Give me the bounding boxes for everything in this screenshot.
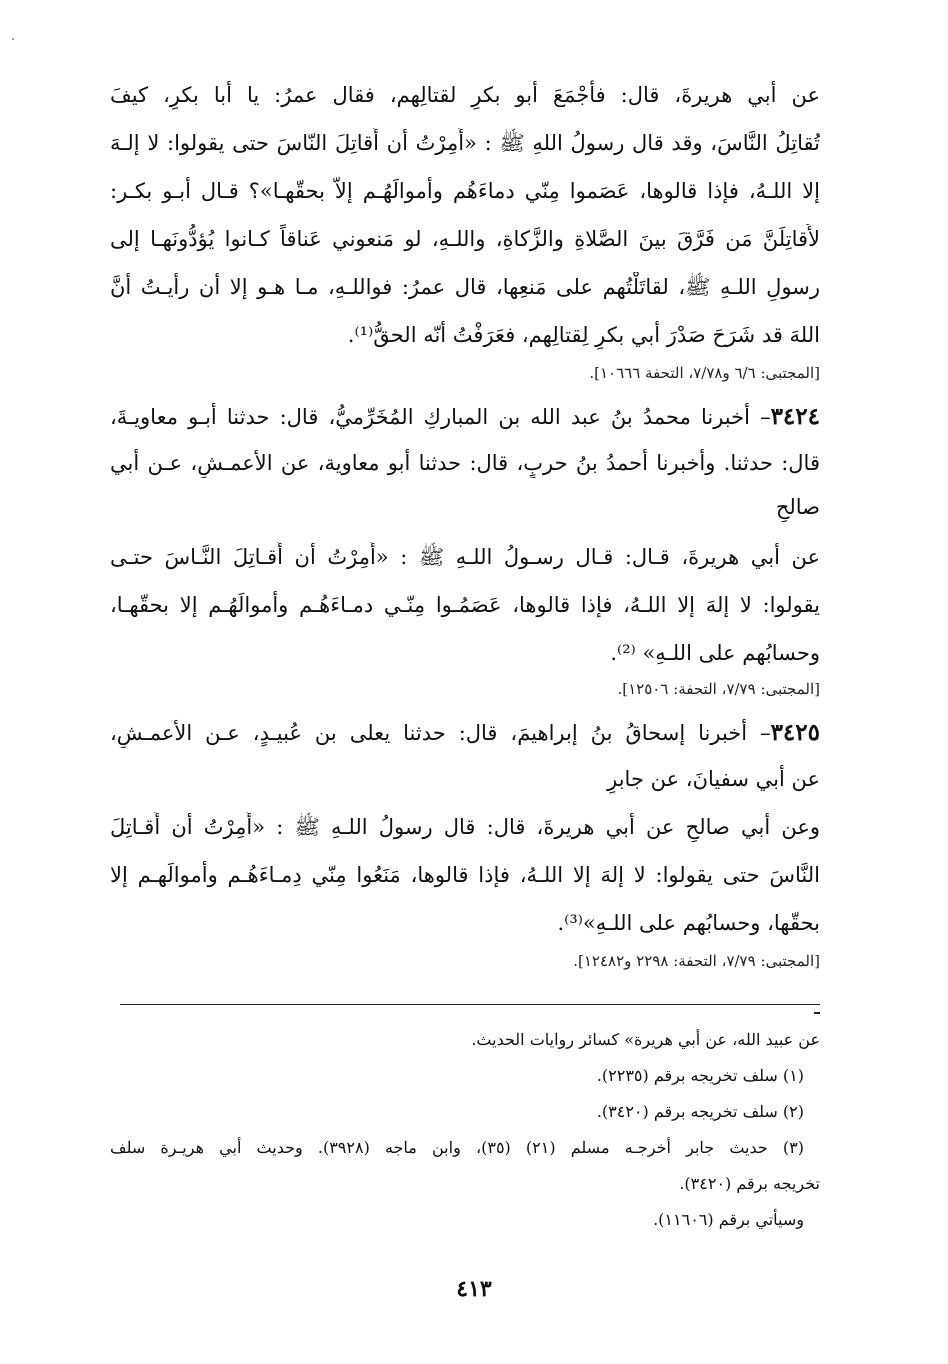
matn-line: بحقّها، وحسابُهم على اللـهِ»⁽³⁾.	[557, 911, 820, 935]
text-line: اللهَ قد شَرَحَ صَدْرَ أبي بكرٍ لِقتالِهم، فعَرَفْتُ أنّه الحقُّ⁽¹⁾.	[347, 323, 820, 347]
isnad-text: – أخبرنا محمدُ بنُ عبد الله بن المباركِ المُخَرِّميُّ، قال: حدثنا أبـو معاويـةَ،	[110, 405, 771, 429]
isnad-line: صالحٍ	[775, 495, 820, 519]
text-line: إلا اللـهُ، فإذا قالوها، عَصَموا مِنّي دماءَهُم وأموالَهُـم إلاّ بحقّهـا»؟ قـال أبـو بكـر:	[110, 179, 820, 203]
reference-line: [المجتبى: ٧/٧٩، التحفة: ٢٢٩٨ و١٢٤٨٢].	[573, 952, 820, 970]
footnote-separator-mark	[814, 1012, 820, 1014]
text-line: تُقاتِلُ النَّاسَ، وقد قال رسولُ اللهِ ﷺ : «أُمِرْتُ أن أُقاتِلَ النّاسَ حتى يقولوا: لا إلـهَ	[110, 131, 820, 155]
reference-line: [المجتبى: ٦/٦ و٧/٧٨، التحفة ١٠٦٦٦].	[589, 364, 820, 382]
scan-speck	[12, 38, 14, 40]
reference-line: [المجتبى: ٧/٧٩، التحفة: ١٢٥٠٦].	[617, 680, 820, 698]
footnote-3-continued: تخريجه برقم (٣٤٢٠).	[679, 1174, 820, 1193]
matn-line: وحسابُهم على اللـهِ» ⁽²⁾.	[610, 641, 820, 665]
hadith-number: ٣٤٢٥	[770, 719, 820, 746]
matn-line: عن أبي هريرةَ، قـال: قـال رسـولُ اللـهِ ﷺ : «أُمِرْتُ أن أُقـاتِلَ النَّـاسَ حتـى	[110, 545, 820, 569]
footnote-1: (١) سلف تخريجه برقم (٢٢٣٥).	[596, 1066, 804, 1085]
hadith-number: ٣٤٢٤	[770, 403, 820, 430]
footnote-separator	[120, 1004, 820, 1005]
footnote-3-see-also: وسيأتي برقم (١١٦٠٦).	[653, 1210, 804, 1229]
page-number: ٤١٣	[456, 1276, 492, 1302]
text-line: رسولِ اللـهِ ﷺ، لقاتَلْتُهم على مَنعِها، قال عمرُ: فواللـهِ، مـا هـو إلا أن رأيـتُ أنَّ	[110, 275, 820, 299]
matn-line: وعن أبي صالحٍ عن أبي هريرةَ، قال: قال رسولُ اللـهِ ﷺ : «أُمِرْتُ أن أُقـاتِلَ	[110, 815, 820, 839]
text-line: عن أبي هريرةَ، قال: فأَجْمَعَ أبو بكرٍ لقتالِهم، فقال عمرُ: يا أبا بكرٍ، كيفَ	[110, 83, 820, 107]
matn-line: يقولوا: لا إلهَ إلا اللـهُ، فإذا قالوها، عَصَمُـوا مِنّـي دمـاءَهُـم وأموالَهُـم إلا بحقّهـا،	[110, 593, 820, 617]
book-page	[110, 72, 820, 1302]
matn-line: النَّاسَ حتى يقولوا: لا إلهَ إلا اللـهُ، فإذا قالوها، مَنَعُوا مِنّي دِمـاءَهُـم وأموالَهـم إلا	[110, 863, 820, 887]
text-line: لأُقاتِلَنَّ مَن فَرَّقَ بينَ الصَّلاةِ والزَّكاةِ، واللـهِ، لو مَنعوني عَناقاً كـانوا يُؤدُّونَهـا إلى	[110, 227, 820, 251]
isnad-text: – أخبرنا إسحاقُ بنُ إبراهيمَ، قال: حدثنا يعلى بن عُبيـدٍ، عـن الأعمـشِ،	[110, 721, 771, 745]
footnote-2: (٢) سلف تخريجه برقم (٣٤٢٠).	[596, 1102, 804, 1121]
footnote-continuation: عن عبيد الله، عن أبي هريرة» كسائر روايات الحديث.	[471, 1030, 820, 1049]
hadith-3424-header	[110, 402, 820, 432]
hadith-3425-header	[110, 718, 820, 748]
footnote-3: (٣) حديث جابر أخرجـه مسلم (٢١) (٣٥)، وابن ماجه (٣٩٢٨). وحديث أبي هريـرة سلف	[110, 1138, 804, 1157]
isnad-line: قال: حدثنا. وأخبرنا أحمدُ بنُ حربٍ، قال: حدثنا أبو معاوية، عن الأعمـشِ، عـن أبي	[110, 451, 820, 475]
isnad-line: عن أبي سفيانَ، عن جابرٍ	[607, 767, 820, 791]
